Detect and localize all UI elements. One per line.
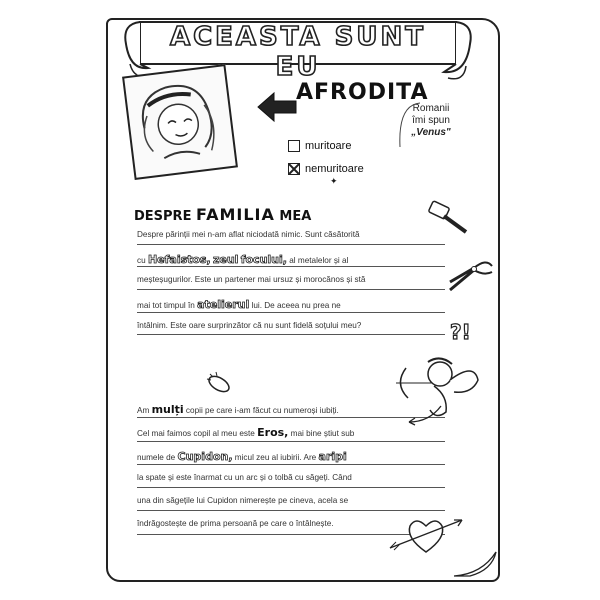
roman-line-1: Romanii bbox=[412, 103, 450, 114]
arrow-left-icon bbox=[256, 90, 298, 124]
scroll-icon bbox=[204, 370, 234, 396]
aphrodite-portrait-icon bbox=[124, 67, 231, 174]
pliers-icon bbox=[446, 256, 496, 296]
text-line: mai tot timpul în atelierul lui. De aceea nu prea ne bbox=[137, 290, 445, 313]
question-exclaim-icon: ?! bbox=[450, 320, 471, 344]
roman-venus: „Venus" bbox=[411, 127, 451, 138]
text-line: la spate și este înarmat cu un arc și o tolbă cu săgeți. Când bbox=[137, 465, 445, 488]
text-line: Despre părinții mei n-am aflat niciodată nimic. Sunt căsătorită bbox=[137, 222, 445, 245]
text-line: meșteșugurilor. Este un partener mai ursuz și morocănos și stă bbox=[137, 267, 445, 290]
text-line: îndrăgostește de prima persoană pe care o întâlnește. bbox=[137, 511, 445, 534]
text-line: Cel mai faimos copil al meu este Eros, mai bine știut sub bbox=[137, 418, 445, 441]
curved-arrow-icon bbox=[405, 402, 445, 426]
hammer-icon bbox=[426, 198, 470, 238]
roman-line-2: îmi spun bbox=[412, 115, 450, 126]
note-bracket-icon bbox=[396, 101, 466, 151]
paragraph-family bbox=[137, 222, 445, 335]
checkbox-mortal[interactable] bbox=[288, 140, 351, 152]
checkbox-label: muritoare bbox=[305, 140, 352, 152]
text-line: cu Hefaistos, zeul focului, al metalelor și al bbox=[137, 245, 445, 268]
checkbox-box[interactable] bbox=[288, 140, 300, 152]
text-line: numele de Cupidon, micul zeu al iubirii. Are aripi bbox=[137, 442, 445, 465]
portrait-frame bbox=[122, 64, 238, 180]
character-name: AFRODITA bbox=[296, 80, 429, 105]
text-line: una din săgețile lui Cupidon nimerește pe cineva, acela se bbox=[137, 488, 445, 511]
paper-curl bbox=[452, 548, 498, 578]
section-title: DESPRE FAMILIA MEA bbox=[134, 205, 312, 224]
text-line: întâlnim. Este oare surprinzător că nu sunt fidelă soțului meu? bbox=[137, 313, 445, 336]
checkbox-immortal[interactable] bbox=[288, 163, 364, 175]
checkbox-box-checked[interactable] bbox=[288, 163, 300, 175]
text-line: Am mulți copii pe care i-am făcut cu numeroși iubiți. bbox=[137, 395, 445, 418]
checkbox-label: nemuritoare bbox=[305, 163, 364, 175]
page-title: ACEASTA SUNT EU bbox=[169, 22, 427, 82]
sparkle-icon: ✦ bbox=[330, 176, 338, 186]
